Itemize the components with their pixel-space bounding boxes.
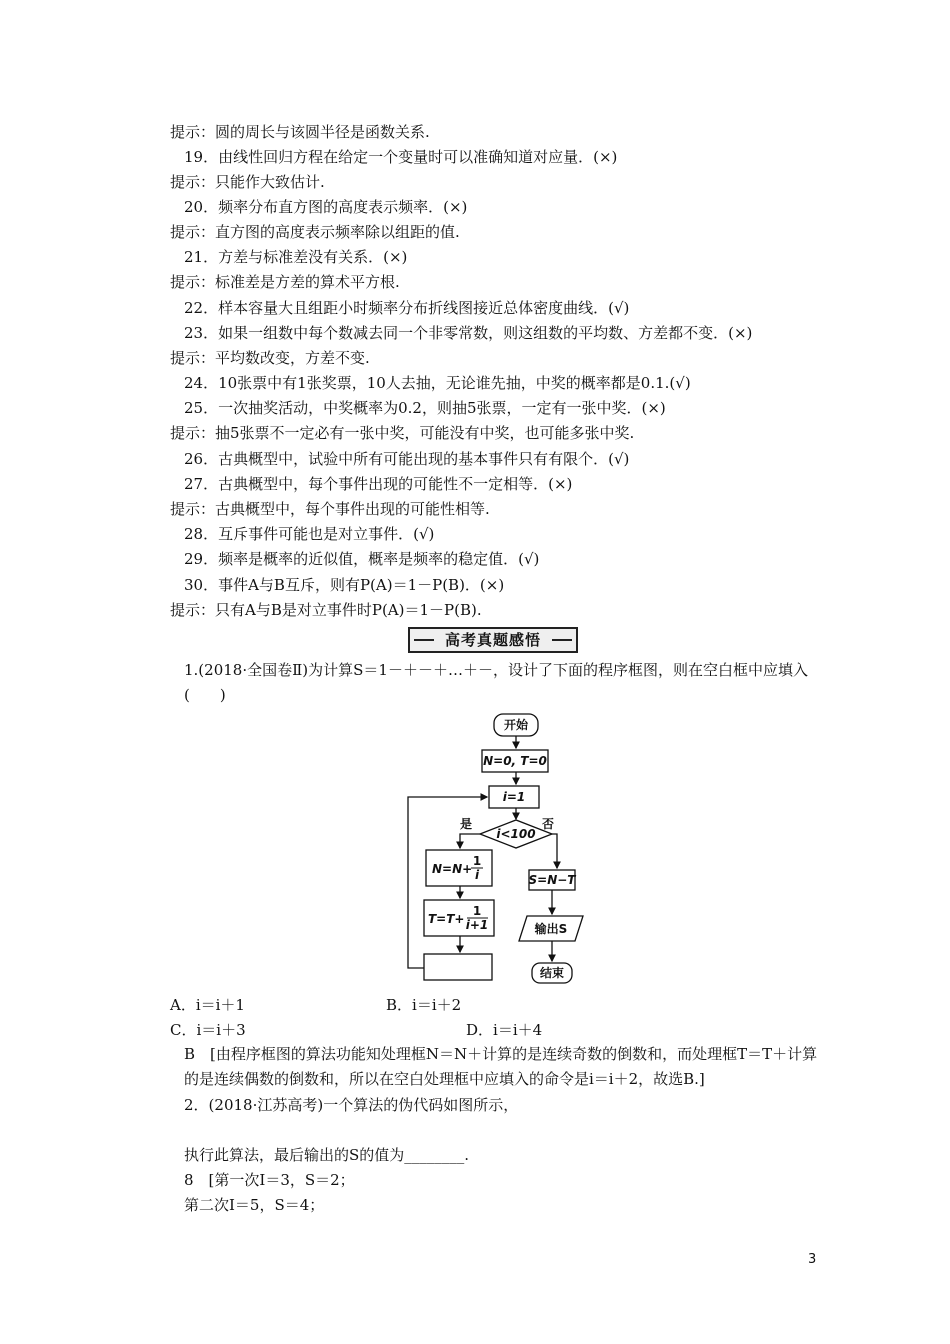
item-20: 20．频率分布直方图的高度表示频率．(×): [184, 198, 468, 216]
item-24: 24．10张票中有1张奖票，10人去抽，无论谁先抽，中奖的概率都是0.1.(√): [184, 374, 691, 392]
no-label: 否: [541, 817, 555, 831]
item-27: 27．古典概型中，每个事件出现的可能性不一定相等．(×): [184, 475, 573, 493]
item-25: 25．一次抽奖活动，中奖概率为0.2，则抽5张票，一定有一张中奖．(×): [184, 399, 666, 417]
item-19: 19．由线性回归方程在给定一个变量时可以准确知道对应量．(×): [184, 148, 618, 166]
init-label: N=0, T=0: [483, 754, 547, 768]
hint-line: 提示：抽5张票不一定必有一张中奖，可能没有中奖，也可能多张中奖.: [170, 424, 635, 442]
hint-line: 提示：只能作大致估计.: [170, 173, 325, 191]
question-1-stem: [170, 658, 818, 708]
answer-2-line2: 第二次I＝5，S＝4；: [184, 1196, 325, 1214]
choice-c[interactable]: C．i＝i＋3: [170, 1021, 246, 1039]
hint-line: 提示：古典概型中，每个事件出现的可能性相等.: [170, 500, 490, 518]
hint-line: 提示：只有A与B是对立事件时P(A)＝1－P(B).: [170, 601, 482, 619]
step-n-label: N=N+: [432, 862, 473, 876]
flowchart: [400, 708, 600, 988]
blank-process-box: [424, 954, 492, 980]
question-2-stem2: 执行此算法，最后输出的S的值为________.: [184, 1146, 470, 1164]
frac-den-n: i: [474, 868, 480, 882]
question-2-stem: 2．(2018·江苏高考)一个算法的伪代码如图所示，: [184, 1096, 519, 1114]
item-23: 23．如果一组数中每个数减去同一个非零常数，则这组数的平均数、方差都不变．(×): [184, 324, 753, 342]
output-label: 输出S: [534, 922, 568, 936]
question-1-text: 1.(2018·全国卷Ⅱ)为计算S＝1－＋－＋…＋－，设计了下面的程序框图，则在空白框中应填入( ): [184, 661, 808, 704]
page-number: 3: [808, 1252, 817, 1267]
section-banner: 高考真题感悟: [408, 627, 578, 653]
item-26: 26．古典概型中，试验中所有可能出现的基本事件只有有限个．(√): [184, 450, 630, 468]
yes-label: 是: [459, 817, 473, 831]
frac-den-t: i+1: [465, 918, 489, 932]
choice-b[interactable]: B．i＝i＋2: [386, 996, 462, 1014]
step-t-label: T=T+: [428, 912, 465, 926]
start-label: 开始: [503, 718, 529, 732]
item-22: 22．样本容量大且组距小时频率分布折线图接近总体密度曲线．(√): [184, 299, 630, 317]
hint-line: 提示：直方图的高度表示频率除以组距的值.: [170, 223, 460, 241]
frac-num-t: 1: [472, 904, 482, 918]
item-30: 30．事件A与B互斥，则有P(A)＝1－P(B)．(×): [184, 576, 505, 594]
answer-1: [170, 1042, 818, 1092]
answer-2-line1: 8 [第一次I＝3，S＝2；: [184, 1171, 355, 1189]
end-label: 结束: [539, 966, 565, 980]
hint-line: 提示：平均数改变，方差不变.: [170, 349, 370, 367]
choice-a[interactable]: A．i＝i＋1: [170, 996, 245, 1014]
answer-1-text: B [由程序框图的算法功能知处理框N＝N＋计算的是连续奇数的倒数和，而处理框T＝T＋计算的是连续偶数的倒数和，所以在空白处理框中应填入的命令是i＝i＋2，故选B.]: [184, 1045, 818, 1088]
init-i-label: i=1: [502, 790, 526, 804]
item-28: 28．互斥事件可能也是对立事件．(√): [184, 525, 435, 543]
hint-line: 提示：圆的周长与该圆半径是函数关系.: [170, 123, 430, 141]
condition-label: i<100: [496, 827, 536, 841]
hint-line: 提示：标准差是方差的算术平方根.: [170, 273, 400, 291]
item-21: 21．方差与标准差没有关系．(×): [184, 248, 408, 266]
frac-num-n: 1: [472, 854, 482, 868]
calc-s-label: S=N−T: [528, 873, 576, 887]
choice-d[interactable]: D．i＝i＋4: [466, 1021, 543, 1039]
item-29: 29．频率是概率的近似值，概率是频率的稳定值．(√): [184, 550, 540, 568]
